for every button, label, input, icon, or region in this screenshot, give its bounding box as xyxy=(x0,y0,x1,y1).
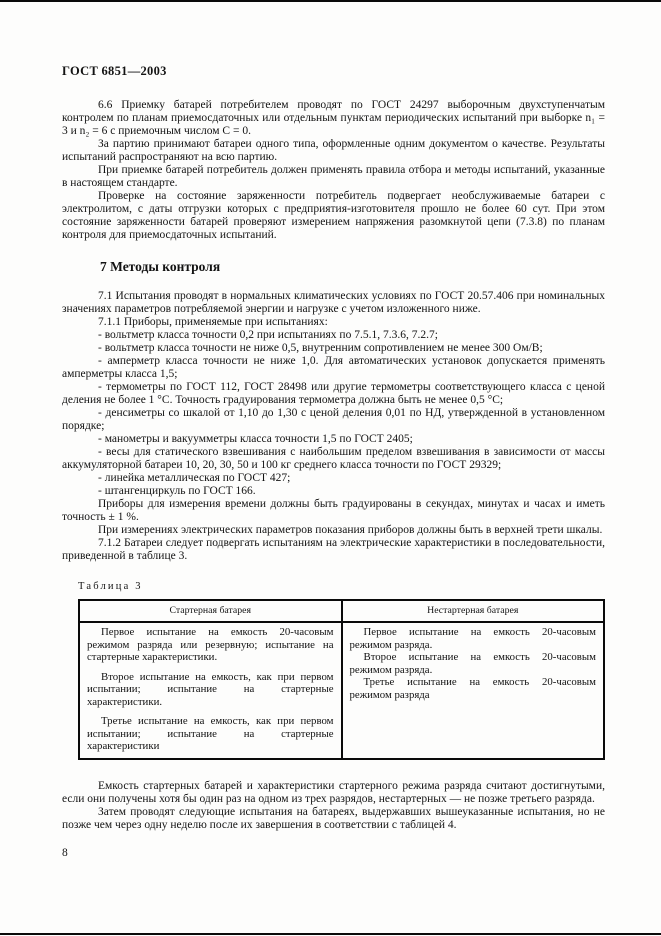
paragraph: Приборы для измерения времени должны быть градуированы в секундах, минутах и часах и иметь точность ± 1 %. xyxy=(62,498,605,523)
column-header-starter-battery: Стартерная батарея xyxy=(79,600,342,622)
paragraph: 7.1.2 Батареи следует подвергать испытаниям на электрические характеристики в последовательности, приведенной в таблице 3. xyxy=(62,537,605,562)
table-cell-paragraph: Первое испытание на емкость 20-часовым режимом разряда или резервную; испытание на стартерные характеристики. xyxy=(87,626,334,663)
paragraph: 6.6 Приемку батарей потребителем проводят по ГОСТ 24297 выборочным двухступенчатым контролем по планам приемосдаточных или отдельным пунктам периодических испытаний при выборке n₁ = 3 и n₂ = 6 с приемочным числом С = 0. xyxy=(62,99,605,137)
scan-bottom-edge xyxy=(0,933,661,935)
table-3-label: Таблица 3 xyxy=(78,581,143,592)
table-header-row xyxy=(79,600,604,622)
table-3 xyxy=(78,599,605,760)
page-number: 8 xyxy=(62,847,68,859)
standard-designation: ГОСТ 6851—2003 xyxy=(62,64,167,78)
paragraph: За партию принимают батареи одного типа, оформленные одним документом о качестве. Результаты испытаний распространяют на всю партию. xyxy=(62,138,605,163)
paragraph: Затем проводят следующие испытания на батареях, выдержавших вышеуказанные испытания, но не позже чем через одну неделю после их завершения в соответствии с таблицей 4. xyxy=(62,805,605,831)
closing-paragraphs xyxy=(62,780,605,832)
table-cell-paragraph: Первое испытание на емкость 20-часовым режимом разряда. xyxy=(349,626,596,651)
paragraph: 7.1 Испытания проводят в нормальных климатических условиях по ГОСТ 20.57.406 при номинальных значениях параметров потребляемой энергии и нагрузке с учетом изложенного ниже. xyxy=(62,290,605,315)
paragraph: - вольтметр класса точности не ниже 0,5, внутренним сопротивлением не менее 300 Ом/В; xyxy=(98,342,543,354)
column-header-non-starter-battery: Нестартерная батарея xyxy=(342,600,605,622)
paragraph: - вольтметр класса точности 0,2 при испытаниях по 7.5.1, 7.3.6, 7.2.7; xyxy=(98,329,438,341)
page-content xyxy=(62,64,605,832)
paragraph: - манометры и вакуумметры класса точности 1,5 по ГОСТ 2405; xyxy=(98,433,413,445)
paragraph: При измерениях электрических параметров показания приборов должны быть в верхней трети шкалы. xyxy=(98,524,603,536)
non-starter-battery-cell xyxy=(342,622,605,759)
paragraph: - термометры по ГОСТ 112, ГОСТ 28498 или другие термометры соответствующего класса с ценой деления не более 1 °С. Точность градуирования термометра должна быть не менее 0,5 °С; xyxy=(62,381,605,406)
table-body-row xyxy=(79,622,604,759)
paragraph: Емкость стартерных батарей и характеристики стартерного режима разряда считают достигнутыми, если они получены хотя бы один раз на одном из трех разрядов, нестартерных — не позже третьего разряда. xyxy=(62,779,605,805)
table-cell-paragraph: Третье испытание на емкость 20-часовым режимом разряда xyxy=(349,676,596,701)
paragraph: При приемке батарей потребитель должен применять правила отбора и методы испытаний, указанные в настоящем стандарте. xyxy=(62,164,605,189)
paragraph: - весы для статического взвешивания с наибольшим пределом взвешивания в зависимости от массы аккумуляторной батареи 10, 20, 30, 50 и 100 кг среднего класса точности по ГОСТ 29329; xyxy=(62,446,605,471)
table-cell-paragraph: Второе испытание на емкость 20-часовым режимом разряда. xyxy=(349,651,596,676)
section-7-methods-paragraphs xyxy=(62,290,605,563)
starter-battery-cell xyxy=(79,622,342,759)
table-cell-paragraph: Третье испытание на емкость, как при первом испытании; испытание на стартерные характеристики xyxy=(87,715,334,752)
paragraph: - денсиметры со шкалой от 1,10 до 1,30 с ценой деления 0,01 по НД, утвержденной в установленном порядке; xyxy=(62,407,605,432)
paragraph: - штангенциркуль по ГОСТ 166. xyxy=(98,485,256,497)
scan-top-edge xyxy=(0,0,661,2)
paragraph: - линейка металлическая по ГОСТ 427; xyxy=(98,472,291,484)
paragraph: 7.1.1 Приборы, применяемые при испытаниях: xyxy=(98,316,328,328)
paragraph: - амперметр класса точности не ниже 1,0. Для автоматических установок допускается применять амперметры класса 1,5; xyxy=(62,355,605,380)
table-cell-paragraph: Второе испытание на емкость, как при первом испытании; испытание на стартерные характеристики. xyxy=(87,670,334,708)
section-6-acceptance-paragraphs xyxy=(62,99,605,242)
section-7-heading: 7 Методы контроля xyxy=(100,259,221,274)
paragraph: Проверке на состояние заряженности потребитель подвергает необслуживаемые батареи с электролитом, с даты отгрузки которых с предприятия-изготовителя прошло не более 60 сут. При этом состояние заряженности батарей проверяют измерением напряжения разомкнутой цепи (7.3.8) по планам контроля для приемосдаточных испытаний. xyxy=(62,190,605,241)
